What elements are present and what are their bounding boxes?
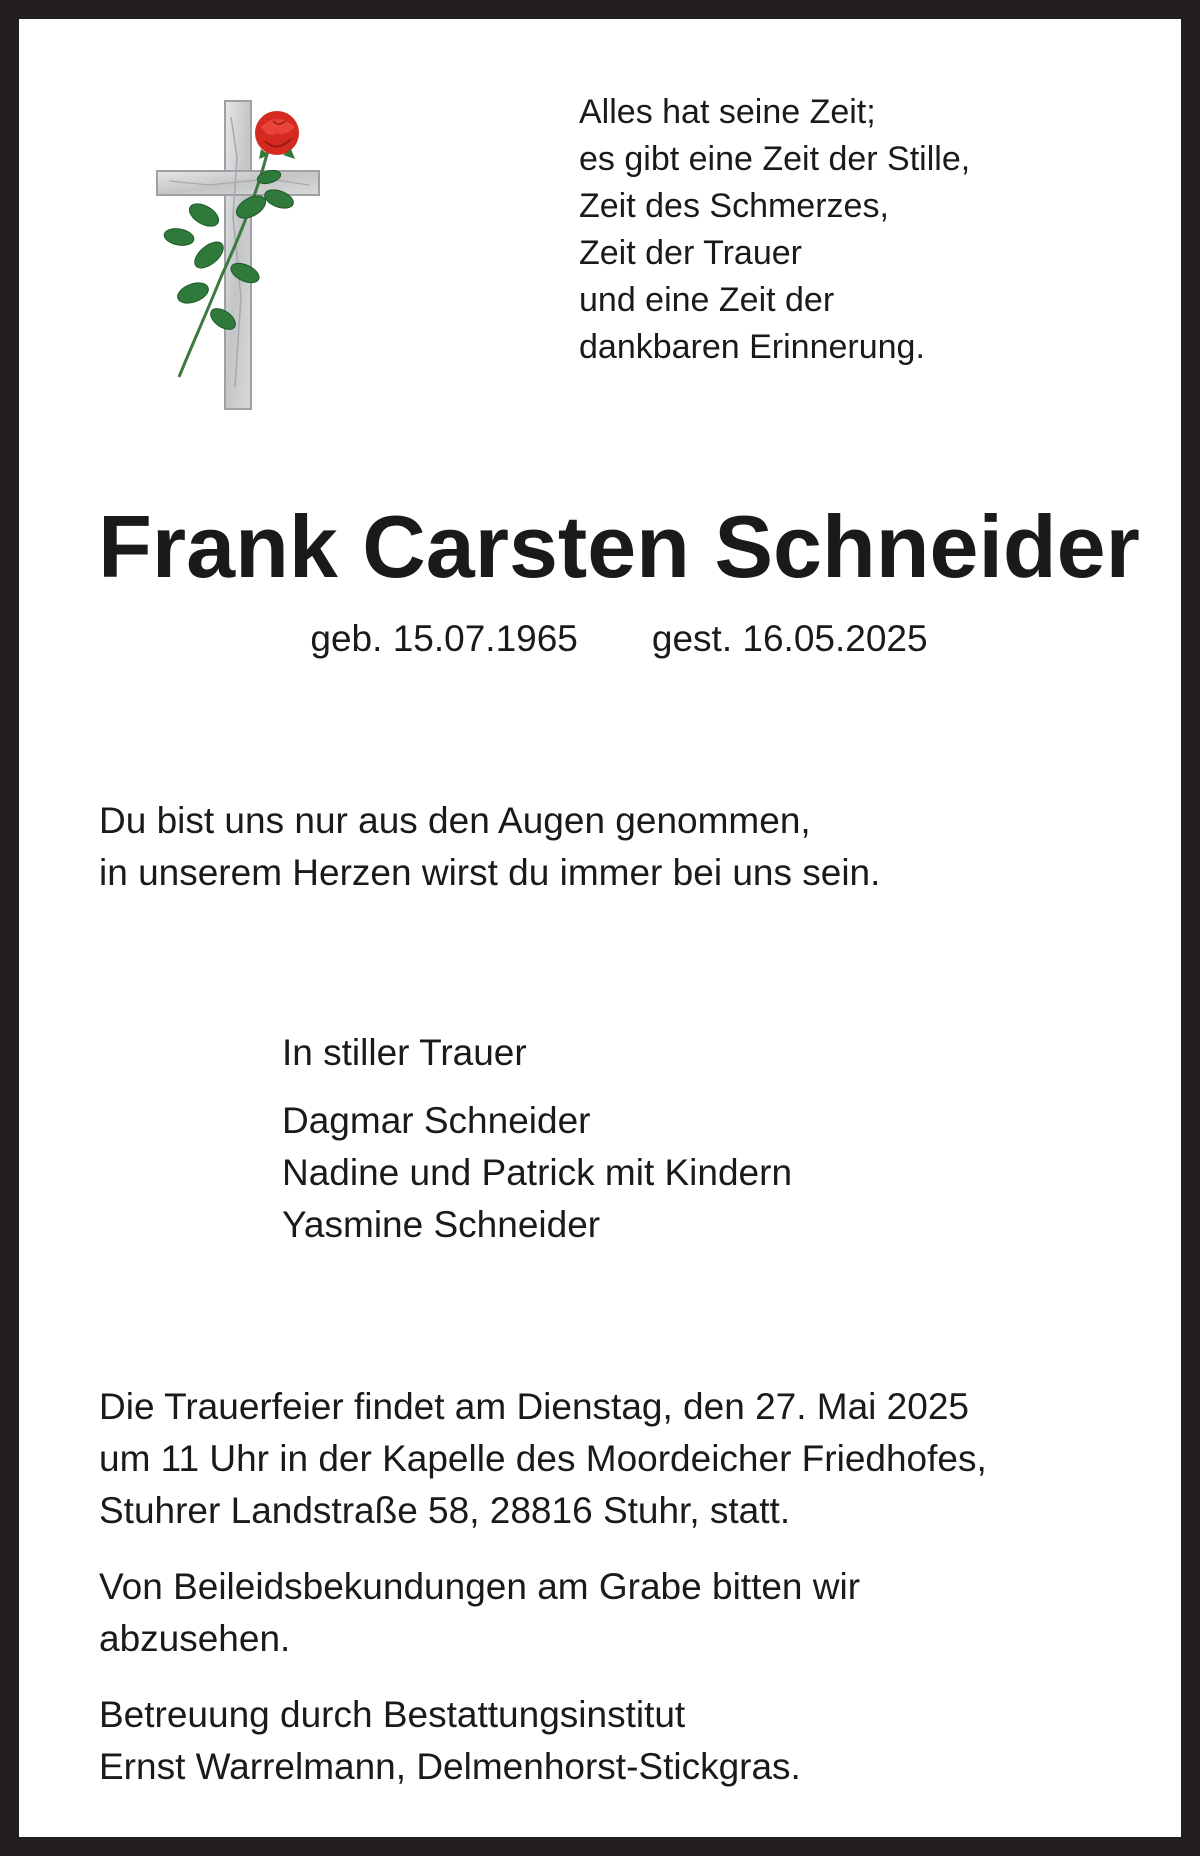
birth-date: geb. 15.07.1965 <box>310 618 578 659</box>
poem-line: und eine Zeit der <box>579 281 835 319</box>
poem-block <box>579 89 970 371</box>
undertaker-line: Ernst Warrelmann, Delmenhorst-Stickgras. <box>99 1746 801 1787</box>
quote-line: in unserem Herzen wirst du immer bei uns sein. <box>99 852 881 893</box>
funeral-line: Stuhrer Landstraße 58, 28816 Stuhr, statt. <box>99 1490 791 1531</box>
condolence-line: Von Beileidsbekundungen am Grabe bitten wir <box>99 1566 861 1607</box>
funeral-line: um 11 Uhr in der Kapelle des Moordeicher Friedhofes, <box>99 1438 987 1479</box>
poem-line: es gibt eine Zeit der Stille, <box>579 140 971 178</box>
cross-with-rose-icon <box>149 97 329 415</box>
quote-line: Du bist uns nur aus den Augen genommen, <box>99 800 811 841</box>
undertaker-line: Betreuung durch Bestattungsinstitut <box>99 1694 686 1735</box>
poem-line: Zeit des Schmerzes, <box>579 187 889 225</box>
deceased-name: Frank Carsten Schneider <box>98 497 1140 596</box>
death-date: gest. 16.05.2025 <box>651 618 928 659</box>
poem-line: Zeit der Trauer <box>579 234 802 272</box>
condolence-line: abzusehen. <box>99 1618 291 1659</box>
condolence-note <box>99 1561 987 1665</box>
mourner-name: Yasmine Schneider <box>282 1204 601 1245</box>
mourners-block <box>282 1027 792 1251</box>
funeral-info <box>99 1381 987 1817</box>
poem-line: Alles hat seine Zeit; <box>579 93 876 131</box>
mourner-name: Dagmar Schneider <box>282 1100 591 1141</box>
funeral-details <box>99 1381 987 1537</box>
mourners-intro: In stiller Trauer <box>282 1032 527 1073</box>
funeral-line: Die Trauerfeier findet am Dienstag, den 27. Mai 2025 <box>99 1386 969 1427</box>
life-dates <box>19 615 1200 663</box>
undertaker-note <box>99 1689 987 1793</box>
memorial-quote <box>99 795 880 899</box>
mourner-name: Nadine und Patrick mit Kindern <box>282 1152 793 1193</box>
poem-line: dankbaren Erinnerung. <box>579 328 925 366</box>
